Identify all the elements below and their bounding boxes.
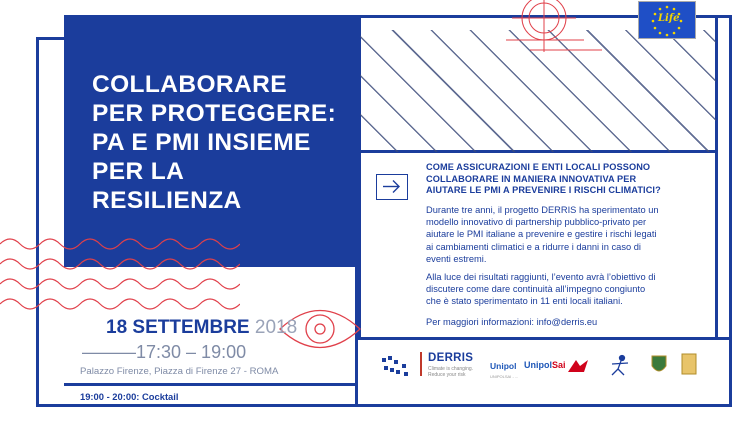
- event-question: [426, 162, 710, 197]
- date-day-month: 18 SETTEMBRE: [106, 317, 250, 338]
- divider: [64, 383, 358, 386]
- info-line: Per maggiori informazioni: info@derris.eu: [426, 317, 598, 327]
- headline-line: PA E PMI INSIEME: [92, 129, 311, 156]
- event-time: ———17:30 – 19:00: [82, 342, 247, 362]
- derris-logo-icon: [380, 354, 414, 378]
- paragraph-line: discutere come dare continuità all’impegno congiunto: [426, 284, 646, 295]
- figure-partner-logo-icon: [606, 354, 634, 378]
- arrow-right-box: [376, 174, 408, 200]
- headline-line: RESILIENZA: [92, 187, 242, 214]
- event-cocktail: 19:00 - 20:00: Cocktail: [80, 391, 179, 402]
- info-contact: [426, 316, 712, 328]
- paragraph-line: Alla luce dei risultati raggiunti, l’evento avrà l’obiettivo di: [426, 272, 656, 282]
- question-line: COME ASSICURAZIONI E ENTI LOCALI POSSONO: [426, 162, 651, 172]
- unipolsai-part-b: Sai: [552, 360, 566, 370]
- crosshair-icon: [484, 0, 624, 55]
- derris-separator: [420, 352, 422, 376]
- description-paragraph-1: [426, 204, 712, 265]
- unipol-subtext: UNIPOLSAI - ...: [490, 374, 519, 379]
- unipol-logo: Unipol: [490, 361, 517, 371]
- arrow-right-icon: [377, 175, 406, 198]
- headline-line: PER LA: [92, 158, 185, 185]
- headline-line: PER PROTEGGERE:: [92, 100, 337, 127]
- derris-tagline: Climate is changing. Reduce your risk: [428, 366, 474, 378]
- event-place: Palazzo Firenze, Piazza di Firenze 27 - ROMA: [80, 366, 279, 377]
- red-partner-logo-icon: [566, 358, 592, 376]
- date-year: 2018: [254, 317, 298, 338]
- unipolsai-part-a: Unipol: [524, 360, 552, 370]
- partner-logos: [380, 352, 700, 382]
- page-title: [92, 70, 342, 215]
- paragraph-line: modello innovativo di partnership pubblico-privato per: [426, 217, 647, 228]
- wave-decoration-icon: [0, 234, 240, 314]
- description-paragraph-2: [426, 271, 712, 308]
- paragraph-line: eventi estremi.: [426, 253, 487, 264]
- emblem-logo-icon: [680, 352, 698, 376]
- derris-wordmark: DERRIS: [428, 352, 474, 364]
- question-line: COLLABORARE IN MANIERA INNOVATIVA PER: [426, 173, 637, 184]
- paragraph-line: Durante tre anni, il progetto DERRIS ha sperimentato un: [426, 205, 659, 215]
- paragraph-line: che è stato sperimentato in 11 enti locali italiani.: [426, 296, 623, 307]
- unipolsai-logo: [524, 360, 566, 370]
- paragraph-line: ai cambiamenti climatici e a ridurre i danni in caso di: [426, 241, 641, 252]
- paragraph-line: aiutare le PMI italiane a prevenire e gestire i rischi legati: [426, 229, 657, 240]
- question-line: AIUTARE LE PMI A PREVENIRE I RISCHI CLIMATICI?: [426, 185, 661, 195]
- headline-line: COLLABORARE: [92, 71, 287, 98]
- eu-life-logo: [638, 1, 696, 39]
- event-date: [106, 317, 297, 339]
- crest-logo-icon: [650, 354, 668, 376]
- life-label: Life: [658, 13, 680, 24]
